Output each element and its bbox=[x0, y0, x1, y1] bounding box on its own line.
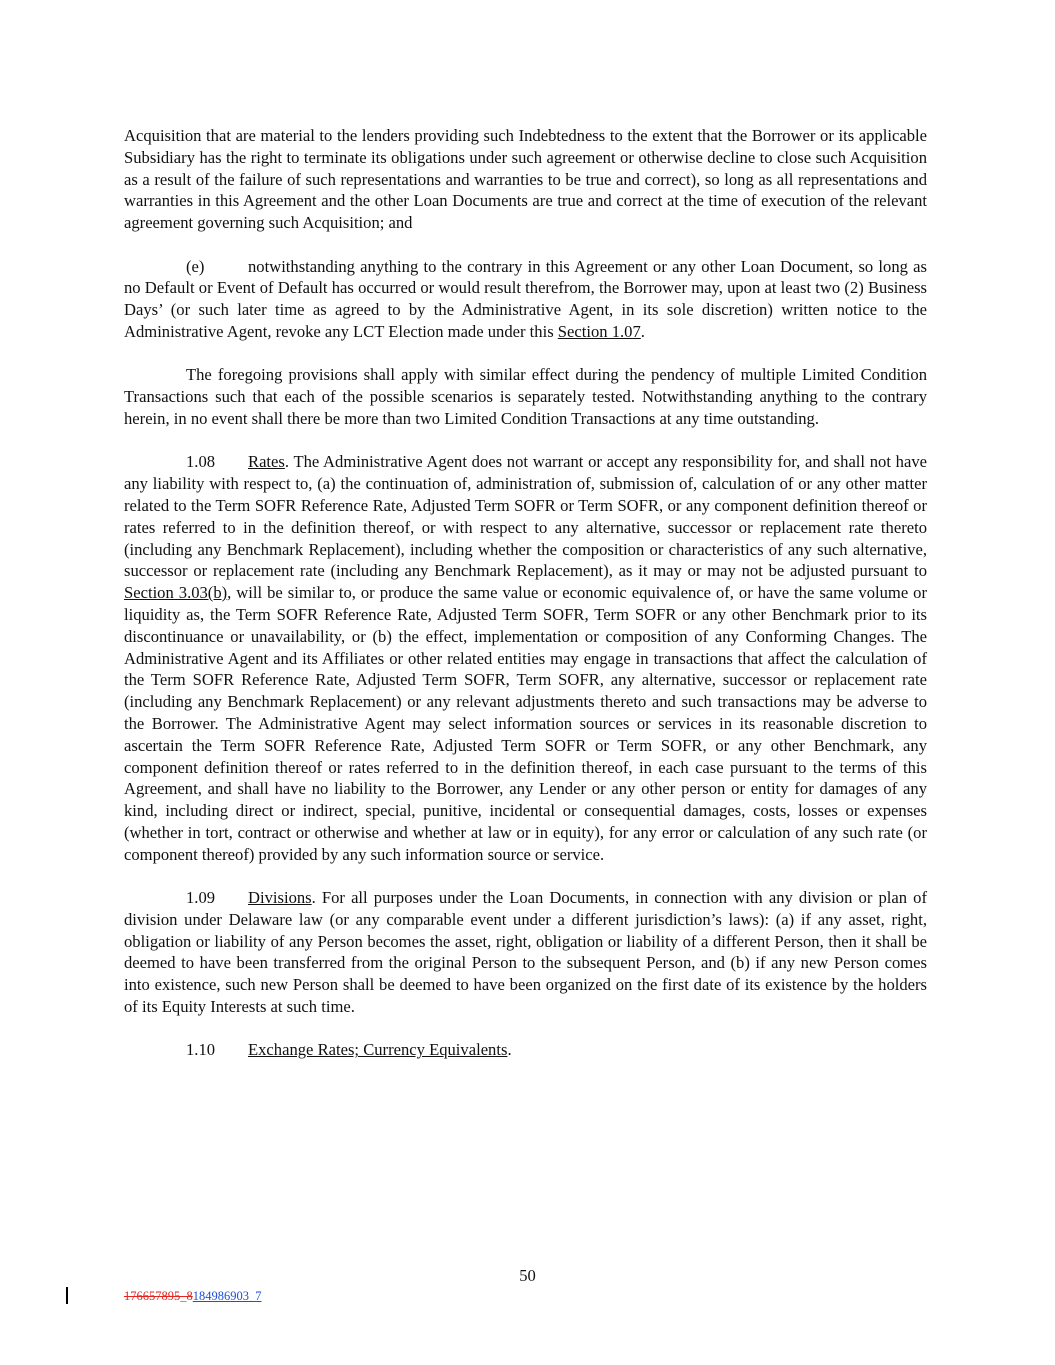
section-1-10-number: 1.10 bbox=[186, 1040, 216, 1060]
clause-e-label: (e) bbox=[186, 256, 205, 276]
document-body bbox=[124, 125, 927, 1061]
section-1-08-text-a: . The Administrative Agent does not warrant or accept any responsibility for, and shall not have any liability with respect to, (a) the continuation of, administration of, submission of, calculation of or any other matter related to the Term SOFR Reference Rate, Adjusted Term SOFR or Term SOFR, or any component definition thereof or rates referred to in the definition thereof, or with respect to any alternative, successor or replacement rate thereto (including any Benchmark Replacement), including whether the composition or characteristics of any such alternative, successor or replacement rate (including any Benchmark Replacement), as it may or may not be adjusted pursuant to bbox=[124, 452, 927, 581]
section-1-08-title: Rates bbox=[248, 452, 285, 472]
document-id-deleted: 176657895_8 bbox=[124, 1289, 193, 1303]
section-1-08-text-b: , will be similar to, or produce the same value or economic equivalence of, or have the same volume or liquidity as, the Term SOFR Reference Rate, Adjusted Term SOFR, Term SOFR or any other Benchmark prior to its discontinuance or unavailability, or (b) the effect, implementation or composition of any Conforming Changes. The Administrative Agent and its Affiliates or other related entities may engage in transactions that affect the calculation of the Term SOFR Reference Rate, Adjusted Term SOFR, Term SOFR, any alternative, successor or replacement rate (including any Benchmark Replacement) or any relevant adjustments thereto and such transactions may be adverse to the Borrower. The Administrative Agent may select information sources or services in its reasonable discretion to ascertain the Term SOFR Reference Rate, Adjusted Term SOFR or Term SOFR, or any other Benchmark, any component definition thereof or rates referred to in the definition thereof, in each case pursuant to the terms of this Agreement, and shall have no liability to the Borrower, any Lender or any other person or entity for damages of any kind, including direct or indirect, special, punitive, incidental or consequential damages, costs, losses or expenses (whether in tort, contract or otherwise and whether at law or in equity), for any error or calculation of any such rate (or component thereof) provided by any such information source or service. bbox=[124, 583, 927, 864]
section-1-09-text: . For all purposes under the Loan Documents, in connection with any division or plan of division under Delaware law (or any comparable event under a different jurisdiction’s laws): (a) if any asset, right, obligation or liability of any Person becomes the asset, right, obligation or liability of a different Person, then it shall be deemed to have been transferred from the original Person to the subsequent Person, and (b) if any new Person comes into existence, such new Person shall be deemed to have been organized on the first date of its existence by the holders of its Equity Interests at such time. bbox=[124, 888, 927, 1017]
clause-e-end: . bbox=[640, 321, 645, 341]
section-3-03b-reference[interactable]: Section 3.03(b) bbox=[124, 583, 228, 603]
section-1-09-paragraph bbox=[124, 887, 927, 1018]
intro-paragraph: Acquisition that are material to the lenders providing such Indebtedness to the extent that the Borrower or its applicable Subsidiary has the right to terminate its obligations under such agreement or otherwise decline to close such Acquisition as a result of the failure of such representations and warranties to be true and correct), so long as all representations and warranties in this Agreement and the other Loan Documents are true and correct at the time of execution of the relevant agreement governing such Acquisition; and bbox=[124, 126, 927, 233]
page-number: 50 bbox=[519, 1266, 536, 1285]
section-1-09-title: Divisions bbox=[248, 888, 312, 908]
section-1-08-paragraph bbox=[124, 451, 927, 865]
clause-e-text: notwithstanding anything to the contrary in this Agreement or any other Loan Document, so long as no Default or Event of Default has occurred or would result therefrom, the Borrower may, upon at least two (2) Business Days’ (or such later time as agreed to by the Administrative Agent, in its sole discretion) written notice to the Administrative Agent, revoke any LCT Election made under this bbox=[124, 256, 927, 341]
document-id-inserted: 184986903_7 bbox=[192, 1289, 262, 1303]
clause-e-paragraph bbox=[124, 256, 927, 343]
revision-change-bar bbox=[66, 1287, 68, 1304]
section-1-07-reference[interactable]: Section 1.07 bbox=[557, 321, 641, 341]
section-1-09-number: 1.09 bbox=[186, 888, 216, 908]
section-1-10-heading bbox=[124, 1039, 927, 1061]
section-1-10-end: . bbox=[507, 1040, 512, 1060]
foregoing-provisions-paragraph: The foregoing provisions shall apply with similar effect during the pendency of multiple Limited Condition Transactions such that each of the possible scenarios is separately tested. Notwithstanding anything to the contrary herein, in no event shall there be more than two Limited Condition Transactions at any time outstanding. bbox=[124, 365, 927, 428]
section-1-10-title: Exchange Rates; Currency Equivalents bbox=[248, 1040, 508, 1060]
document-id bbox=[124, 1289, 262, 1303]
section-1-08-number: 1.08 bbox=[186, 452, 216, 472]
